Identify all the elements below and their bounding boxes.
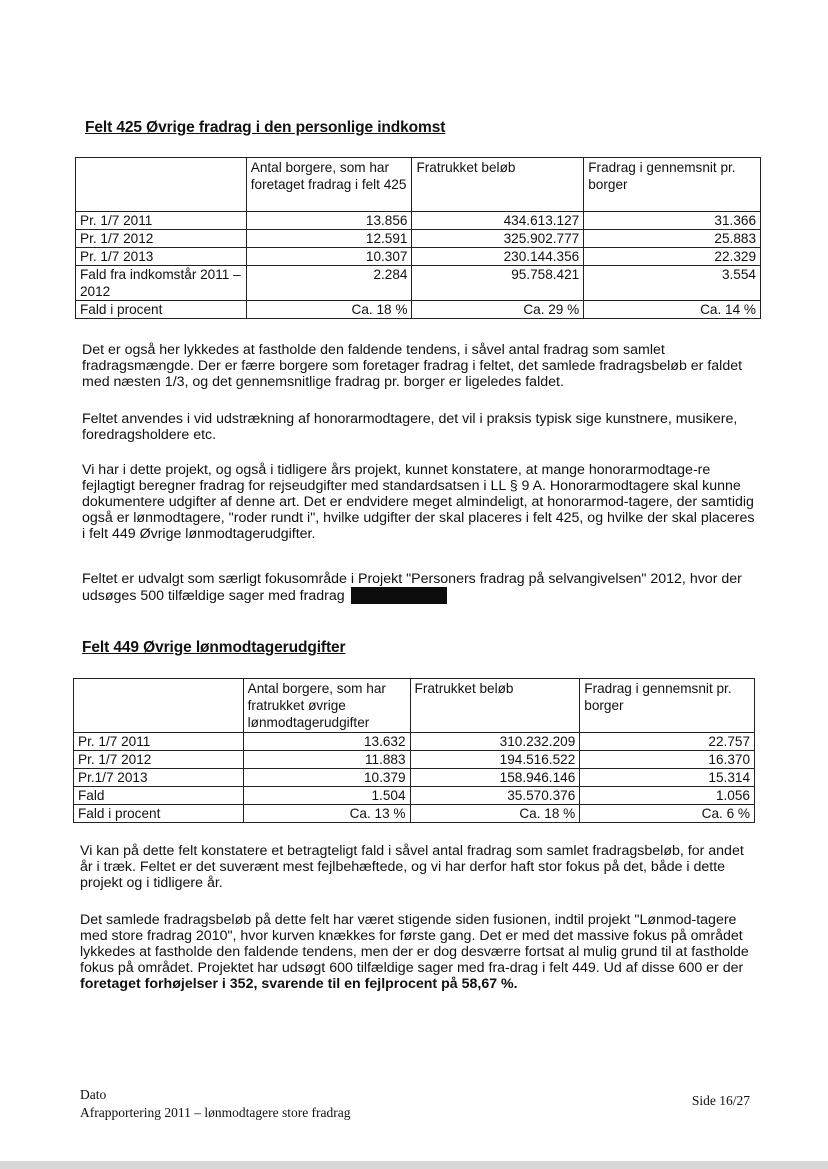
paragraph: Vi kan på dette felt konstatere et betragteligt fald i såvel antal fradrag som samlet fradragsbeløb, for andet år i træk. Feltet er det suverænt mest fejlbehæftede, og vi har derfor haft stor fokus på det, både i dette projekt og i tidligere år.: [80, 843, 744, 891]
table-cell: Ca. 29 %: [412, 301, 584, 319]
row-label: Pr. 1/7 2013: [76, 248, 247, 266]
table-header-cell: Fradrag i gennemsnit pr. borger: [580, 679, 755, 733]
table-cell: 10.379: [243, 769, 410, 787]
table-cell: 158.946.146: [410, 769, 580, 787]
row-label: Pr. 1/7 2012: [76, 230, 247, 248]
table-cell: 16.370: [580, 751, 755, 769]
table-cell: 13.632: [243, 733, 410, 751]
table-cell: 230.144.356: [412, 248, 584, 266]
table-cell: 2.284: [246, 266, 412, 301]
paragraph: Det er også her lykkedes at fastholde den faldende tendens, i såvel antal fradrag som samlet fradragsmængde. Der er færre borgere som foretager fradrag i feltet, det samlede fradragsbeløb er faldet med næsten 1/3, og det gennemsnitlige fradrag pr. borger er ligeledes faldet.: [82, 342, 743, 390]
footer-page-number: Side 16/27: [691, 1093, 750, 1108]
row-label: Pr. 1/7 2011: [76, 212, 247, 230]
paragraph-bold-text: foretaget forhøjelser i 352, svarende til en fejlprocent på 58,67 %.: [80, 976, 518, 992]
table-header-cell: Fratrukket beløb: [412, 158, 584, 212]
table-row: [74, 733, 755, 751]
table-row: [74, 787, 755, 805]
table-felt-425: [75, 157, 761, 319]
table-cell: 310.232.209: [410, 733, 580, 751]
row-label: Pr. 1/7 2012: [74, 751, 244, 769]
table-cell: 95.758.421: [412, 266, 584, 301]
table-cell: 35.570.376: [410, 787, 580, 805]
row-label: Pr. 1/7 2011: [74, 733, 244, 751]
table-header-row: [74, 679, 755, 733]
table-cell: Ca. 13 %: [243, 805, 410, 823]
table-cell: Ca. 18 %: [246, 301, 412, 319]
paragraph-text: Det samlede fradragsbeløb på dette felt har været stigende siden fusionen, indtil projekt "Lønmod-tagere med store fradrag 2010", hvor kurven knækkes for første gang. Det er med det massive fokus på området lykkedes at fastholde den faldende tendens, men der er dog desværre fortsat al mulig grund til at fastholde fokus på området. Projektet har udsøgt 600 tilfældige sager med fra-drag i felt 449. Ud af disse 600 er der: [80, 912, 749, 976]
table-row: [76, 301, 761, 319]
row-label: Fald fra indkomstår 2011 – 2012: [76, 266, 247, 301]
table-cell: 3.554: [584, 266, 761, 301]
table-header-row: [76, 158, 761, 212]
table-header-cell: Fradrag i gennemsnit pr. borger: [584, 158, 761, 212]
table-cell: 10.307: [246, 248, 412, 266]
paragraph: Vi har i dette projekt, og også i tidligere års projekt, kunnet konstatere, at mange honorarmodtage-re fejlagtigt beregner fradrag for rejseudgifter med standardsatsen i LL § 9 A. Honorarmodtagere skal kunne dokumentere udgifter af denne art. Det er endvidere meget almindeligt, at honorarmod-tagere, der samtidig også er lønmodtagere, "roder rundt i", hvilke udgifter der skal placeres i felt 425, og hvilke der skal placeres i felt 449 Øvrige lønmodtagerudgifter.: [82, 462, 755, 542]
section-heading-felt-449: Felt 449 Øvrige lønmodtagerudgifter: [82, 639, 346, 656]
table-row: [76, 212, 761, 230]
table-header-cell: Antal borgere, som har fratrukket øvrige lønmodtagerudgifter: [243, 679, 410, 733]
table-cell: 22.329: [584, 248, 761, 266]
redaction-block: [351, 587, 447, 604]
table-cell: 1.504: [243, 787, 410, 805]
table-row: [76, 266, 761, 301]
table-cell: 25.883: [584, 230, 761, 248]
table-row: [74, 769, 755, 787]
section-heading-felt-425: Felt 425 Øvrige fradrag i den personlige indkomst: [85, 119, 446, 136]
table-cell: 194.516.522: [410, 751, 580, 769]
row-label: Pr.1/7 2013: [74, 769, 244, 787]
table-cell: 11.883: [243, 751, 410, 769]
footer-date: Dato: [80, 1087, 107, 1102]
footer-document-title: Afrapportering 2011 – lønmodtagere store fradrag: [80, 1105, 351, 1120]
table-cell: 13.856: [246, 212, 412, 230]
scan-edge: [0, 1161, 828, 1169]
table-row: [74, 751, 755, 769]
paragraph: [80, 912, 756, 992]
table-header-cell: Fratrukket beløb: [410, 679, 580, 733]
table-cell: 12.591: [246, 230, 412, 248]
table-row: [74, 805, 755, 823]
table-cell: 434.613.127: [412, 212, 584, 230]
table-cell: 15.314: [580, 769, 755, 787]
table-header-cell: [74, 679, 244, 733]
table-felt-449: [73, 678, 755, 823]
row-label: Fald i procent: [74, 805, 244, 823]
paragraph-text: Feltet er udvalgt som særligt fokusområde i Projekt "Personers fradrag på selvangivelsen" 2012, hvor der udsøges 500 tilfældige sager med fradrag: [82, 571, 742, 604]
table-cell: Ca. 18 %: [410, 805, 580, 823]
table-cell: 1.056: [580, 787, 755, 805]
table-header-cell: Antal borgere, som har foretaget fradrag i felt 425: [246, 158, 412, 212]
row-label: Fald: [74, 787, 244, 805]
table-row: [76, 230, 761, 248]
table-row: [76, 248, 761, 266]
table-cell: 325.902.777: [412, 230, 584, 248]
paragraph: Feltet anvendes i vid udstrækning af honorarmodtagere, det vil i praksis typisk sige kunstnere, musikere, foredragsholdere etc.: [82, 411, 738, 443]
table-header-cell: [76, 158, 247, 212]
table-cell: Ca. 6 %: [580, 805, 755, 823]
table-cell: 22.757: [580, 733, 755, 751]
table-cell: Ca. 14 %: [584, 301, 761, 319]
row-label: Fald i procent: [76, 301, 247, 319]
table-cell: 31.366: [584, 212, 761, 230]
paragraph: [82, 571, 758, 604]
